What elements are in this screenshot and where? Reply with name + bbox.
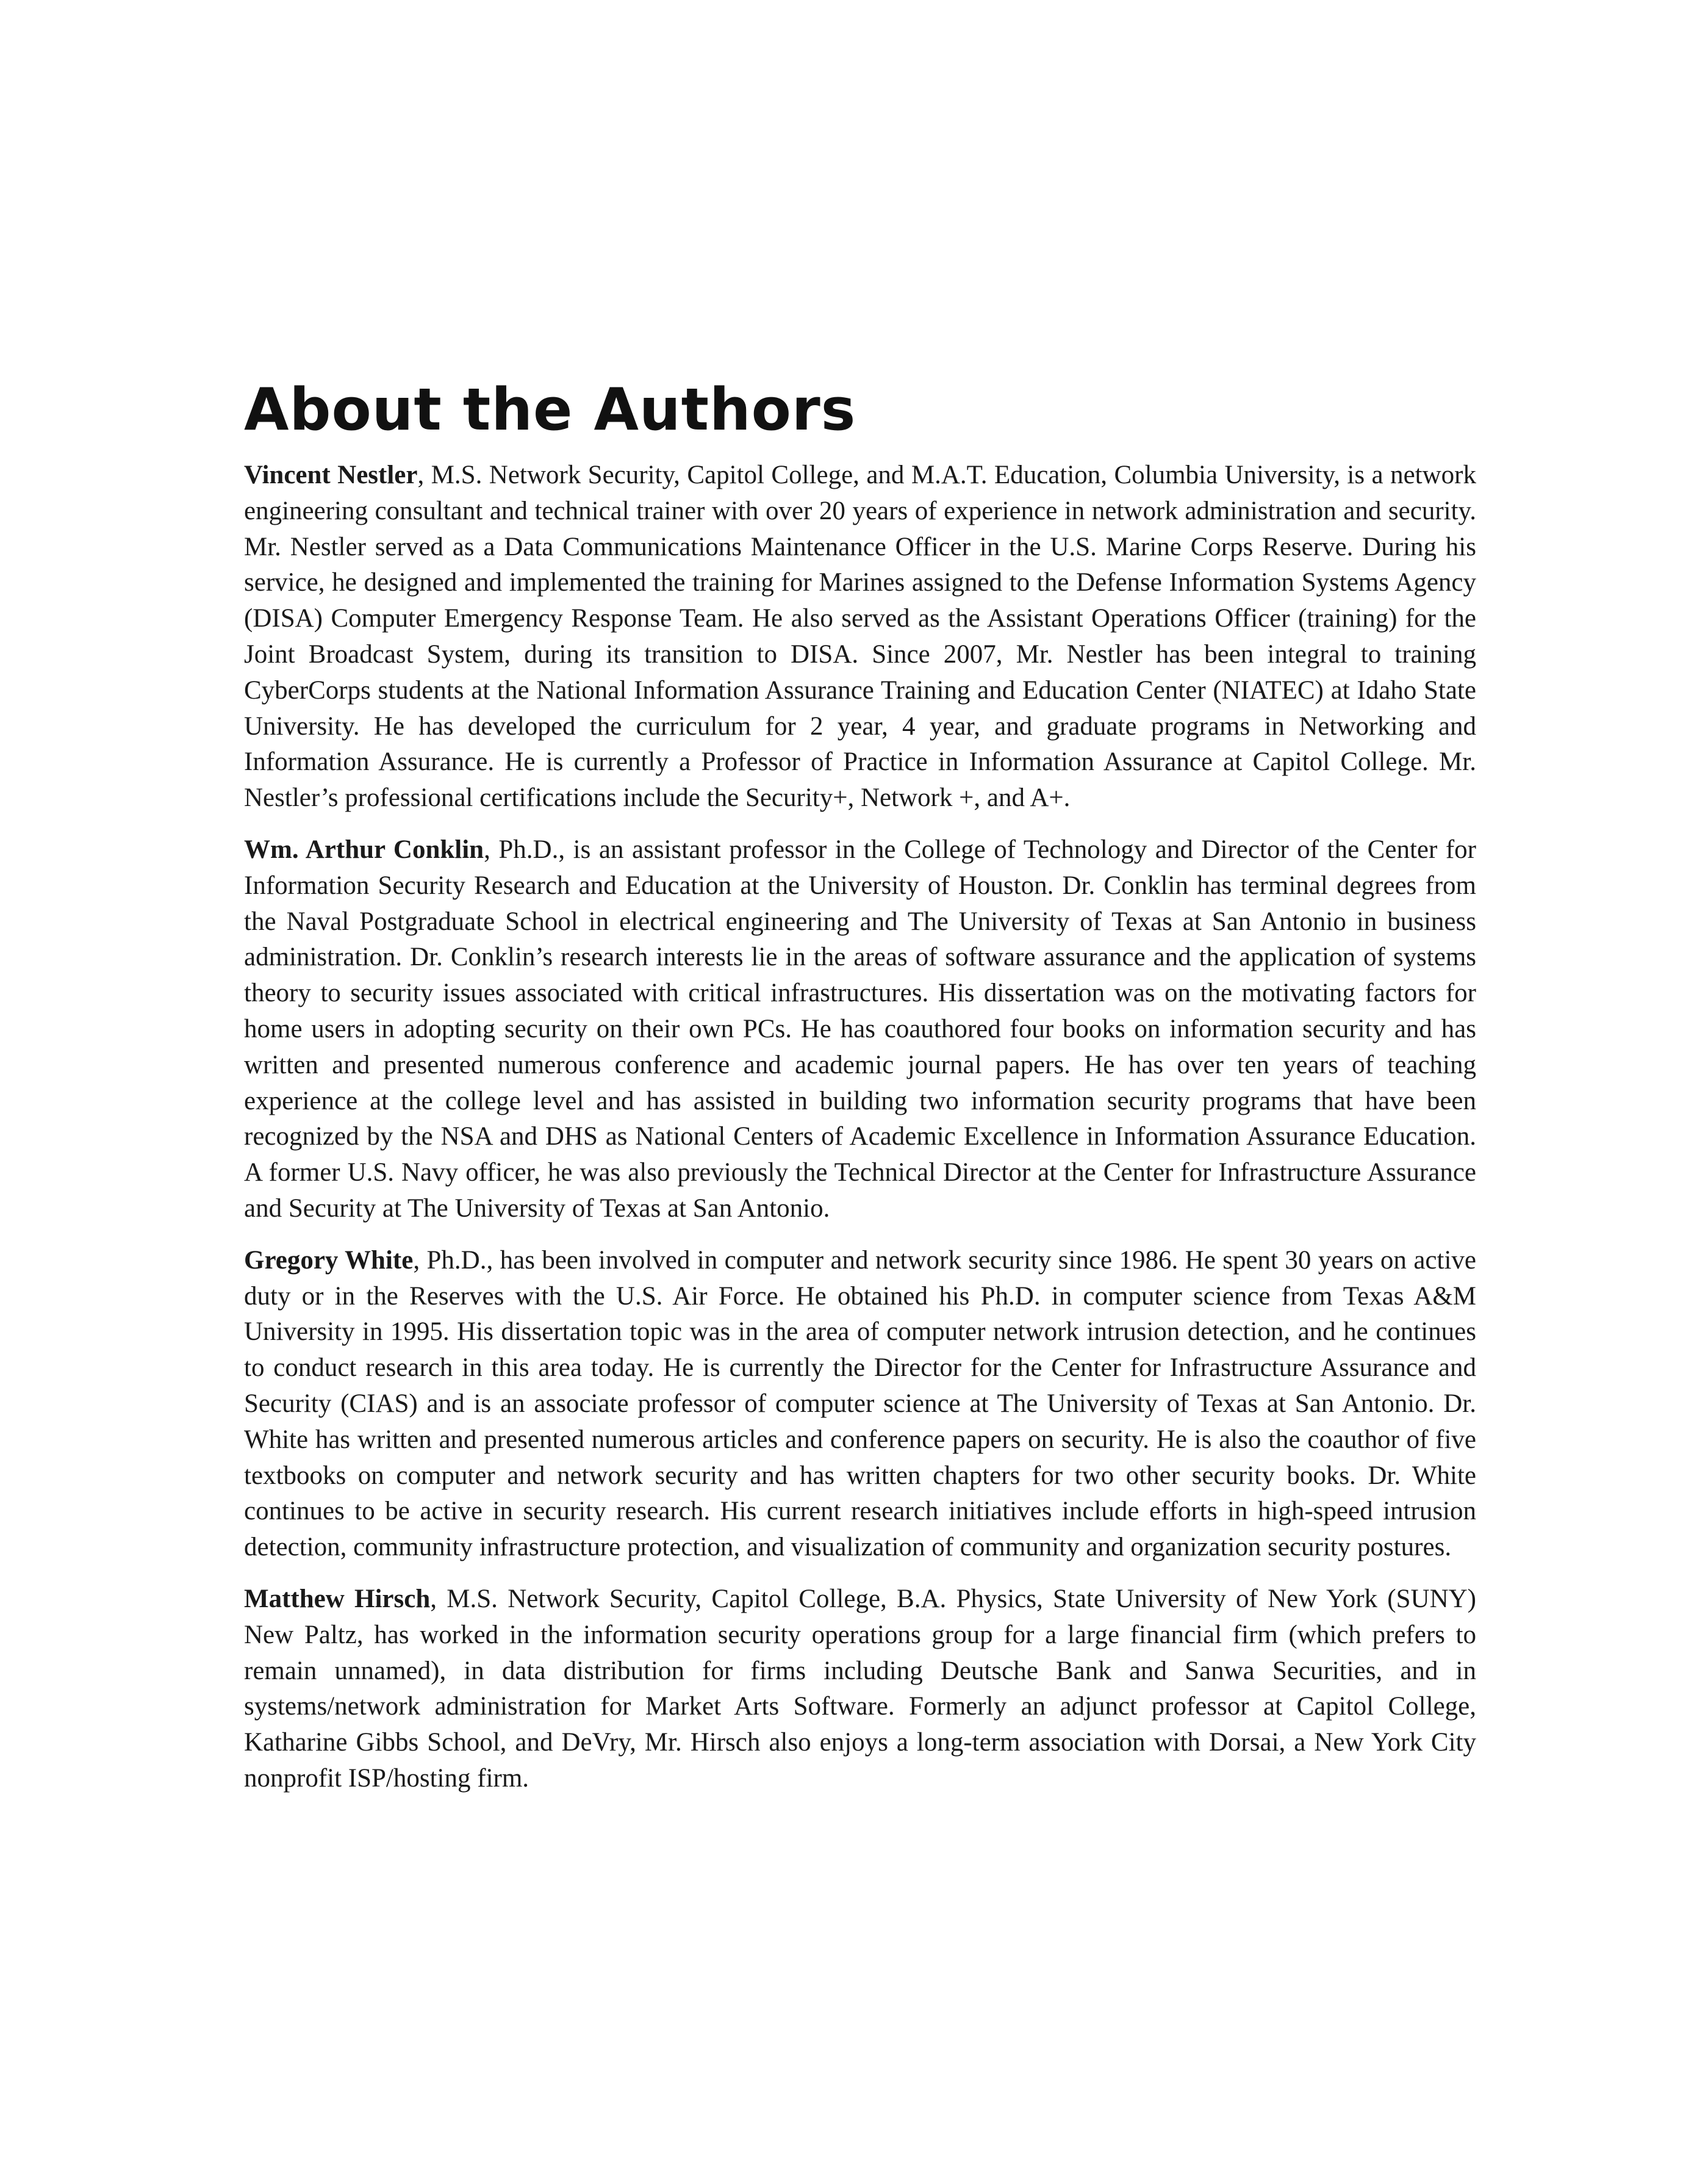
author-description: , Ph.D., has been involved in computer and network security since 1986. He spent 30 years on active duty or in the Reserves with the U.S. Air Force. He obtained his Ph.D. in computer science from Texas A&M University in 1995. His dissertation topic was in the area of computer network intrusion detection, and he continues to conduct research in this area today. He is currently the Director for the Center for Infrastructure Assurance and Security (CIAS) and is an associate professor of computer science at The University of Texas at San Antonio. Dr. White has written and presented numerous articles and conference papers on security. He is also the coauthor of five textbooks on computer and network security and has written chapters for two other security books. Dr. White continues to be active in security research. His current research initiatives include efforts in high-speed intrusion detection, community infrastructure protection, and visualization of community and organization security postures. [244, 1245, 1476, 1562]
author-description: , M.S. Network Security, Capitol College, and M.A.T. Education, Columbia University, is a network engineering consultant and technical trainer with over 20 years of experience in network administration and security. Mr. Nestler served as a Data Communications Maintenance Officer in the U.S. Marine Corps Reserve. During his service, he designed and implemented the training for Marines assigned to the Defense Information Systems Agency (DISA) Computer Emergency Response Team. He also served as the Assistant Operations Officer (training) for the Joint Broadcast System, during its transition to DISA. Since 2007, Mr. Nestler has been integral to training CyberCorps students at the National Information Assurance Training and Education Center (NIATEC) at Idaho State University. He has developed the curriculum for 2 year, 4 year, and graduate programs in Networking and Information Assurance. He is currently a Professor of Practice in Information Assurance at Capitol College. Mr. Nestler’s professional certifications include the Security+, Network +, and A+. [244, 461, 1476, 813]
author-description: , Ph.D., is an assistant professor in the College of Technology and Director of the Center for Information Security Research and Education at the University of Houston. Dr. Conklin has terminal degrees from the Naval Postgraduate School in electrical engineering and The University of Texas at San Antonio in business administration. Dr. Conklin’s research interests lie in the areas of software assurance and the application of systems theory to security issues associated with critical infrastructures. His dissertation was on the motivating factors for home users in adopting security on their own PCs. He has coauthored four books on information security and has written and presented numerous conference and academic journal papers. He has over ten years of teaching experience at the college level and has assisted in building two information security programs that have been recognized by the NSA and DHS as National Centers of Academic Excellence in Information Assurance Education. A former U.S. Navy officer, he was also previously the Technical Director at the Center for Infrastructure Assurance and Security at The University of Texas at San Antonio. [244, 835, 1476, 1223]
author-bio-hirsch [244, 1582, 1476, 1797]
author-bio-white [244, 1243, 1476, 1566]
author-description: , M.S. Network Security, Capitol College, B.A. Physics, State University of New York (SUNY) New Paltz, has worked in the information security operations group for a large financial firm (which prefers to remain unnamed), in data distribution for firms including Deutsche Bank and Sanwa Securities, and in systems/network administration for Market Arts Software. Formerly an adjunct professor at Capitol College, Katharine Gibbs School, and DeVry, Mr. Hirsch also enjoys a long-term association with Dorsai, a New York City nonprofit ISP/hosting firm. [244, 1584, 1476, 1793]
page-body [244, 376, 1476, 1813]
author-name: Gregory White [244, 1245, 414, 1275]
author-name: Wm. Arthur Conklin [244, 835, 484, 864]
author-name: Matthew Hirsch [244, 1584, 431, 1613]
author-bio-conklin [244, 832, 1476, 1227]
author-name: Vincent Nestler [244, 461, 418, 489]
page-title: About the Authors [244, 376, 856, 444]
author-bio-nestler [244, 458, 1476, 816]
